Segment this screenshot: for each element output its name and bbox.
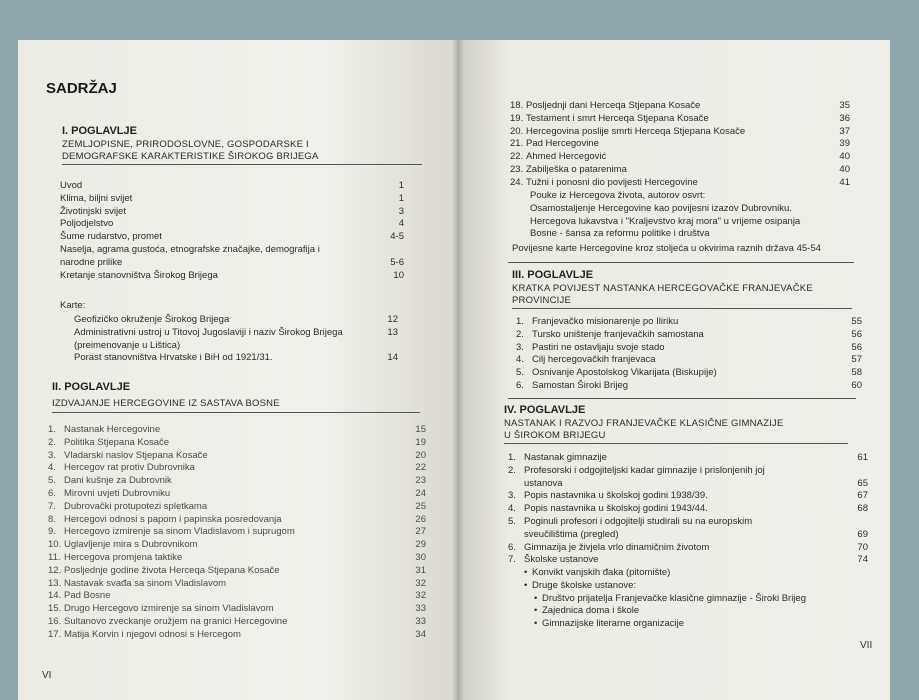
toc-entry-page: 33 (415, 615, 426, 627)
toc-entry-number: 17. (48, 628, 62, 640)
toc-entry[interactable] (48, 603, 426, 616)
toc-entry[interactable] (48, 462, 426, 475)
sub-bullet-item[interactable]: • Zajednica doma i škole (524, 605, 806, 618)
toc-entry[interactable] (48, 629, 426, 642)
toc-entry[interactable] (510, 151, 850, 164)
toc-entry[interactable] (60, 231, 404, 244)
toc-entry-title: Politika Stjepana Kosače (64, 436, 170, 448)
toc-entry[interactable] (48, 552, 426, 565)
toc-entry-page: 27 (415, 526, 426, 538)
toc-entry-number: 23. (510, 163, 524, 175)
toc-entry-page: 29 (415, 539, 426, 551)
toc-entry-number: 3. (508, 490, 516, 502)
toc-entry[interactable] (74, 314, 398, 327)
toc-entry-title: Samostan Široki Brijeg (532, 379, 629, 391)
author-note-line: Hercegova lukavstva i "Kraljevstvo kraj mora" u vrijeme osipanja (530, 215, 801, 227)
page-number-left: VI (42, 670, 52, 681)
toc-entry[interactable] (508, 478, 868, 491)
chapter-3-heading: III. POGLAVLJE (512, 269, 594, 281)
toc-entry-page: 32 (415, 577, 426, 589)
toc-entry-title: Kretanje stanovništva Širokog Brijega (60, 269, 218, 281)
toc-entry[interactable] (48, 526, 426, 539)
toc-entry-page: 65 (857, 477, 868, 489)
chapter-4-list (508, 452, 868, 567)
toc-entry-page: 23 (415, 475, 426, 487)
toc-entry-page: 15 (415, 424, 426, 435)
toc-entry-title: Dubrovački protupotezi spletkama (64, 500, 208, 512)
toc-entry[interactable] (516, 367, 862, 380)
toc-entry-title: Popis nastavnika u školskoj godini 1938/39. (524, 490, 708, 502)
toc-entry[interactable] (48, 437, 426, 450)
toc-entry-page: 67 (857, 490, 868, 502)
toc-entry-title: Školske ustanove (524, 554, 599, 566)
toc-entry-page: 74 (857, 554, 868, 566)
maps-list (74, 314, 398, 365)
toc-entry-page: 41 (839, 176, 850, 188)
toc-entry-title: Nastanak Hercegovine (64, 424, 161, 435)
toc-entry[interactable] (74, 327, 398, 340)
chapter-4-heading: IV. POGLAVLJE (504, 404, 586, 416)
toc-entry[interactable] (48, 590, 426, 603)
toc-entry-number: 19. (510, 112, 524, 124)
toc-entry[interactable] (60, 270, 404, 283)
bullet-item[interactable]: • Druge školske ustanove: (524, 580, 806, 593)
toc-entry[interactable] (516, 342, 862, 355)
toc-entry[interactable] (48, 488, 426, 501)
toc-entry-title: Uglavljenje mira s Dubrovnikom (64, 539, 198, 551)
toc-entry-title: Vladarski naslov Stjepana Kosače (64, 449, 208, 461)
maps-label: Karte: (60, 300, 86, 311)
toc-entry-number: 4. (48, 462, 56, 474)
toc-entry-page: 35 (839, 100, 850, 111)
toc-entry-title: Poginuli profesori i odgojitelji studirali su na europskim (524, 515, 753, 527)
toc-entry[interactable] (48, 578, 426, 591)
toc-entry-number: 12. (48, 564, 62, 576)
sub-bullet-item[interactable]: • Gimnazijske literarne organizacije (524, 618, 806, 631)
toc-entry-number: 4. (516, 354, 524, 366)
separator-rule (508, 262, 854, 263)
toc-entry[interactable] (48, 501, 426, 514)
toc-entry-title: Profesorski i odgojiteljski kadar gimnazije i prislonjenih joj (524, 464, 765, 476)
author-note-line: Pouke iz Hercegova života, autorov osvrt: (530, 190, 706, 201)
toc-entry-title: Franjevačko misionarenje po Iliriku (532, 316, 679, 327)
sub-bullet-item[interactable]: • Društvo prijatelja Franjevačke klasične gimnazije - Široki Brijeg (524, 593, 806, 606)
toc-entry[interactable] (60, 257, 404, 270)
toc-entry-page: 37 (839, 125, 850, 137)
toc-entry-page: 24 (415, 487, 426, 499)
toc-entry-number: 9. (48, 526, 56, 538)
toc-entry-page: 26 (415, 513, 426, 525)
toc-entry[interactable] (516, 380, 862, 393)
chapter-2-subtitle (52, 398, 280, 410)
toc-entry-title: Administrativni ustroj u Titovoj Jugoslaviji i naziv Širokog Brijega (74, 326, 343, 338)
toc-entry-page: 57 (851, 354, 862, 366)
page-number-right: VII (860, 640, 873, 651)
toc-entry[interactable] (510, 113, 850, 126)
chapter-4-subtitle (504, 418, 784, 442)
toc-entry-title: Geofizičko okruženje Širokog Brijega (74, 314, 230, 325)
toc-entry[interactable] (510, 164, 850, 177)
toc-entry-title: Pad Bosne (64, 590, 111, 602)
toc-entry-page: 4 (398, 218, 404, 230)
chapter-2-continued-list (510, 100, 850, 190)
chapter-3-subtitle (512, 283, 813, 307)
chapter-1-subtitle-line: DEMOGRAFSKE KARAKTERISTIKE ŠIROKOG BRIJEGA (62, 151, 319, 162)
toc-entry-title: Tužni i ponosni dio povijesti Hercegovine (526, 176, 698, 188)
toc-entry-title: Naselja, agrama gustoća, etnografske značajke, demografija i (60, 243, 320, 255)
toc-entry[interactable] (508, 503, 868, 516)
toc-entry-title: Hercegovo izmirenje sa sinom Vladislavom i suprugom (64, 526, 295, 538)
toc-entry-title: Hercegovina poslije smrti Herceqa Stjepana Kosače (526, 125, 746, 137)
toc-entry-page: 1 (398, 180, 404, 191)
toc-entry-title: Popis nastavnika u školskoj godini 1943/44. (524, 503, 708, 515)
toc-entry-page: 5-6 (390, 256, 404, 268)
chapter-4-subtitle-line: U ŠIROKOM BRIJEGU (504, 430, 606, 441)
toc-entry-number: 2. (48, 436, 56, 448)
toc-entry-title: Mirovni uvjeti Dubrovniku (64, 487, 171, 499)
toc-entry-title: Pad Hercegovine (526, 138, 599, 150)
toc-entry[interactable] (48, 565, 426, 578)
toc-entry-number: 5. (48, 475, 56, 487)
toc-entry-title: Uvod (60, 180, 83, 191)
toc-entry[interactable] (508, 452, 868, 465)
toc-entry-page: 10 (393, 269, 404, 281)
toc-entry-number: 14. (48, 590, 62, 602)
toc-entry-title: Poljodjelstvo (60, 218, 114, 230)
toc-entry-page: 40 (839, 163, 850, 175)
toc-entry-page: 60 (851, 379, 862, 391)
toc-entry-number: 11. (48, 551, 61, 563)
toc-entry-page: 68 (857, 503, 868, 515)
toc-entry-number: 7. (48, 500, 56, 512)
toc-entry-title: Porast stanovništva Hrvatske i BiH od 1921/31. (74, 352, 273, 364)
toc-entry-title: Cilj hercegovačkih franjevaca (532, 354, 656, 366)
separator-rule (508, 398, 856, 399)
toc-entry[interactable] (510, 177, 850, 190)
toc-entry-title: Životinjski svijet (60, 205, 126, 217)
toc-entry[interactable] (60, 244, 404, 257)
toc-entry-title: sveučilištima (pregled) (524, 528, 619, 540)
page-title: SADRŽAJ (46, 80, 117, 97)
chapter-2-heading: II. POGLAVLJE (52, 381, 131, 393)
toc-entry-page: 3 (398, 205, 404, 217)
book-spine (452, 40, 464, 700)
chapter-2-list (48, 424, 426, 642)
toc-entry-title: Dani kušnje za Dubrovnik (64, 475, 172, 487)
toc-entry-number: 20. (510, 125, 524, 137)
toc-entry[interactable] (74, 352, 398, 365)
toc-entry[interactable] (48, 514, 426, 527)
toc-entry-page: 1 (398, 192, 404, 204)
toc-entry-title: Pastiri ne ostavljaju svoje stado (532, 341, 665, 353)
toc-entry-number: 7. (508, 554, 516, 566)
toc-entry-page: 61 (857, 452, 868, 463)
toc-entry-number: 2. (516, 328, 524, 340)
toc-entry-number: 3. (516, 341, 524, 353)
toc-entry-page: 69 (857, 528, 868, 540)
toc-entry-number: 22. (510, 151, 524, 163)
bullet-item[interactable]: • Konvikt vanjskih đaka (pitomište) (524, 567, 806, 580)
toc-entry[interactable] (48, 539, 426, 552)
toc-entry-number: 1. (516, 316, 524, 327)
chapter-4-rule (504, 443, 848, 444)
toc-entry-number: 16. (48, 615, 62, 627)
toc-entry[interactable] (510, 100, 850, 113)
toc-entry-title: Nastanak gimnazije (524, 452, 607, 463)
toc-entry-number: 1. (508, 452, 516, 463)
maps-line[interactable] (512, 243, 821, 256)
chapter-1-rule (62, 164, 422, 165)
toc-entry-title: Hercegovi odnosi s papom i papinska posredovanja (64, 513, 282, 525)
toc-entry-page: 30 (415, 551, 426, 563)
toc-entry[interactable] (48, 424, 426, 437)
toc-entry-number: 5. (508, 515, 516, 527)
toc-entry-page: 19 (415, 436, 426, 448)
toc-entry-title: Hercegov rat protiv Dubrovnika (64, 462, 195, 474)
toc-entry-title: Gimnazija je živjela vrlo dinamičnim životom (524, 541, 710, 553)
toc-entry-number: 18. (510, 100, 524, 111)
chapter-1-list (60, 180, 404, 282)
chapter-3-subtitle-line: KRATKA POVIJEST NASTANKA HERCEGOVAČKE FRANJEVAČKE (512, 283, 813, 294)
toc-entry-title: Posljednji dani Herceqa Stjepana Kosače (526, 100, 701, 111)
toc-entry-title: Testament i smrt Herceqa Stjepana Kosače (526, 112, 709, 124)
chapter-1-subtitle-line: ZEMLJOPISNE, PRIRODOSLOVNE, GOSPODARSKE I (62, 139, 309, 150)
toc-entry-page: 70 (857, 541, 868, 553)
toc-entry-number: 8. (48, 513, 56, 525)
chapter-3-subtitle-line: PROVINCIJE (512, 295, 572, 306)
toc-entry[interactable] (48, 475, 426, 488)
toc-entry[interactable] (60, 180, 404, 193)
toc-entry-number: 13. (48, 577, 62, 589)
toc-entry[interactable] (508, 554, 868, 567)
toc-entry-number: 24. (510, 176, 524, 188)
toc-entry-title: Ahmed Hercegović (526, 151, 607, 163)
school-institutions (524, 567, 806, 631)
maps-line-pages: 45-54 (796, 243, 821, 254)
toc-entry-page: 58 (851, 367, 862, 379)
toc-entry-page: 31 (415, 564, 426, 576)
toc-entry[interactable] (508, 516, 868, 529)
toc-entry-title: Klima, biljni svijet (60, 192, 133, 204)
toc-entry-title: ustanova (524, 477, 563, 489)
toc-entry-page: 22 (415, 462, 426, 474)
author-note-line: Osamostaljenje Hercegovine kao povijesni izazov Dubrovniku. (530, 202, 792, 214)
toc-entry-title: (preimenovanje u Lištica) (74, 339, 181, 351)
toc-entry[interactable] (60, 218, 404, 231)
toc-entry-number: 6. (516, 379, 524, 391)
author-notes (530, 190, 800, 241)
chapter-2-subtitle-line: IZDVAJANJE HERCEGOVINE IZ SASTAVA BOSNE (52, 398, 280, 409)
toc-entry-page: 33 (415, 603, 426, 615)
toc-entry-number: 4. (508, 503, 516, 515)
toc-entry-title: Posljednje godine života Herceqa Stjepana Kosače (64, 564, 280, 576)
toc-entry-page: 55 (851, 316, 862, 327)
toc-entry-title: narodne prilike (60, 256, 123, 268)
toc-entry-title: Drugo Hercegovo izmirenje sa sinom Vladislavom (64, 603, 274, 615)
author-note-line: Bosne - šansa za reformu politike i društva (530, 228, 710, 240)
toc-entry-title: Osnivanje Apostolskog Vikarijata (Biskupije) (532, 367, 717, 379)
toc-entry-page: 32 (415, 590, 426, 602)
toc-entry-title: Zabilješka o patarenima (526, 163, 627, 175)
toc-entry-page: 56 (851, 328, 862, 340)
toc-entry-title: Nastavak svađa sa sinom Vladislavom (64, 577, 227, 589)
toc-entry-page: 40 (839, 151, 850, 163)
toc-entry[interactable] (60, 206, 404, 219)
toc-entry-number: 21. (510, 138, 524, 150)
toc-entry-page: 12 (387, 314, 398, 325)
toc-entry[interactable] (60, 193, 404, 206)
toc-entry-page: 13 (387, 326, 398, 338)
toc-entry[interactable] (516, 316, 862, 329)
toc-entry-page: 39 (839, 138, 850, 150)
toc-entry-number: 3. (48, 449, 56, 461)
toc-entry-page: 14 (387, 352, 398, 364)
toc-entry-title: Šume rudarstvo, promet (60, 231, 162, 243)
toc-entry-title: Matija Korvin i njegovi odnosi s Hercegom (64, 628, 241, 640)
toc-entry[interactable] (508, 542, 868, 555)
toc-entry[interactable] (508, 490, 868, 503)
toc-entry[interactable] (508, 529, 868, 542)
chapter-2-rule (52, 412, 420, 413)
toc-entry-number: 5. (516, 367, 524, 379)
toc-entry-page: 34 (415, 628, 426, 640)
toc-entry-number: 6. (48, 487, 56, 499)
toc-entry-number: 10. (48, 539, 62, 551)
toc-entry[interactable] (48, 616, 426, 629)
toc-entry-page: 20 (415, 449, 426, 461)
toc-entry-number: 6. (508, 541, 516, 553)
toc-entry-page: 4-5 (390, 231, 404, 243)
toc-entry-page: 56 (851, 341, 862, 353)
toc-entry[interactable] (74, 340, 398, 353)
toc-entry-page: 36 (839, 112, 850, 124)
chapter-1-subtitle (62, 139, 319, 163)
toc-entry-title: Sultanovo zveckanje oružjem na granici Hercegovine (64, 615, 288, 627)
chapter-4-subtitle-line: NASTANAK I RAZVOJ FRANJEVAČKE KLASIČNE GIMNAZIJE (504, 418, 784, 429)
toc-entry[interactable] (510, 138, 850, 151)
toc-entry[interactable] (516, 354, 862, 367)
toc-entry-number: 15. (48, 603, 62, 615)
toc-entry[interactable] (516, 329, 862, 342)
toc-entry-page: 25 (415, 500, 426, 512)
toc-entry[interactable] (48, 450, 426, 463)
toc-entry-title: Tursko uništenje franjevačkih samostana (532, 328, 704, 340)
toc-entry-title: Hercegova promjena taktike (64, 551, 183, 563)
maps-line-title: Povijesne karte Hercegovine kroz stoljeća u okvirima raznih država (512, 243, 794, 254)
chapter-3-list (516, 316, 862, 393)
toc-entry-number: 1. (48, 424, 56, 435)
toc-entry-number: 2. (508, 464, 516, 476)
toc-entry[interactable] (510, 126, 850, 139)
toc-entry[interactable] (508, 465, 868, 478)
chapter-3-rule (512, 308, 852, 309)
chapter-1-heading: I. POGLAVLJE (62, 125, 137, 137)
